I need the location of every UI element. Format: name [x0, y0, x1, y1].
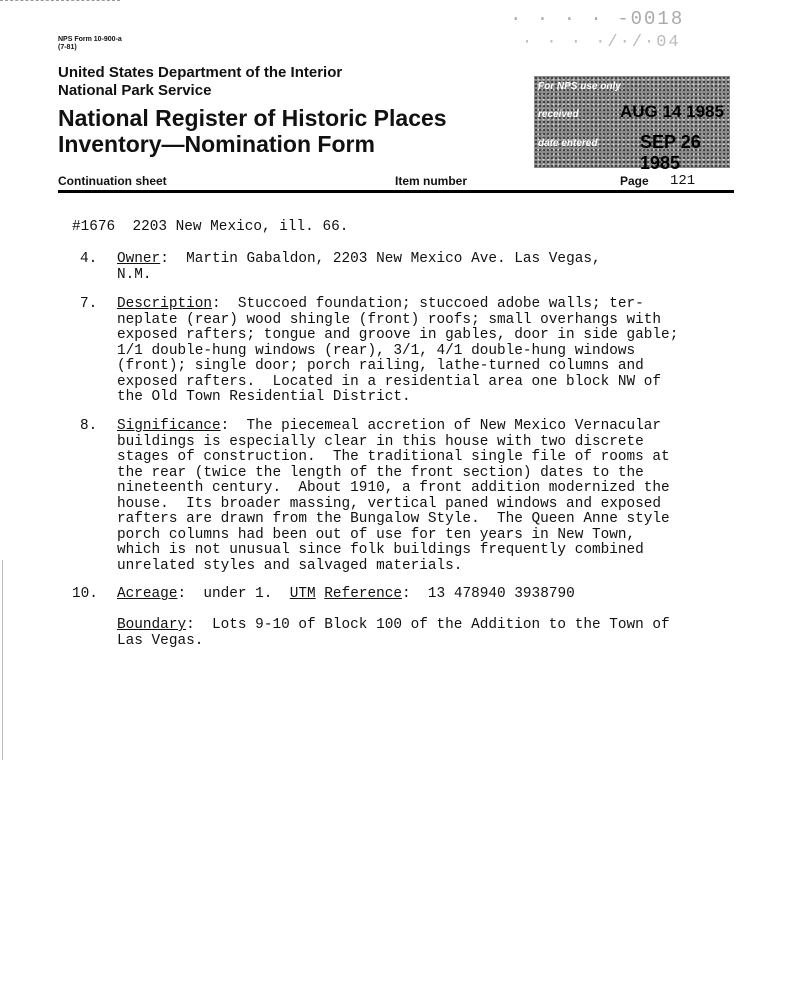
form-number-text: NPS Form 10-900-a	[58, 36, 122, 43]
stamp-received-label: received	[538, 109, 579, 120]
utm-reference-value: : 13 478940 3938790	[402, 586, 575, 602]
significance-line3: stages of construction. The traditional single file of rooms at	[117, 449, 670, 465]
form-number	[58, 36, 122, 52]
significance-label: Significance	[117, 418, 221, 434]
owner-line2: N.M.	[117, 266, 152, 283]
description-line7: the Old Town Residential District.	[117, 389, 411, 405]
description-label: Description	[117, 296, 212, 312]
stamp-received-date: AUG 14 1985	[620, 102, 724, 121]
boundary-line2: Las Vegas.	[117, 632, 204, 649]
acreage-section	[117, 587, 575, 603]
scan-edge-mark	[2, 560, 3, 760]
significance-line5: nineteenth century. About 1910, a front addition modernized the	[117, 480, 670, 496]
continuation-sheet-label: Continuation sheet	[58, 174, 167, 188]
stamp-entered-date: SEP 26 1985	[640, 132, 701, 173]
boundary-label: Boundary	[117, 617, 187, 633]
significance-line6: house. Its broader massing, vertical paned windows and exposed	[117, 495, 662, 512]
significance-section	[117, 419, 670, 574]
service-name: National Park Service	[58, 82, 212, 99]
owner-label: Owner	[117, 251, 161, 267]
item-number-label: Item number	[395, 174, 468, 188]
continuation-row	[58, 174, 734, 190]
significance-line1: : The piecemeal accretion of New Mexico Vernacular	[220, 418, 662, 434]
form-title	[58, 105, 447, 157]
significance-line8: porch columns had been out of use for ten years in New Town,	[117, 526, 636, 543]
significance-line4: the rear (twice the length of the front section) dates to the	[117, 464, 644, 481]
item-number-description: 7.	[80, 296, 98, 312]
department-name: United States Department of the Interior	[58, 64, 343, 81]
boundary-section	[117, 618, 670, 649]
owner-section	[117, 252, 601, 283]
scan-edge-mark	[0, 0, 120, 1]
description-section	[117, 297, 678, 406]
description-line3: exposed rafters; tongue and groove in gables, door in side gable;	[117, 327, 679, 343]
description-line6: exposed rafters. Located in a residential area one block NW of	[117, 373, 662, 390]
acreage-label: Acreage	[117, 586, 178, 602]
item-number-significance: 8.	[80, 418, 98, 434]
description-line5: (front); single door; porch railing, lathe-turned columns and	[117, 358, 644, 374]
page-label: Page	[620, 174, 649, 188]
item-number-acreage: 10.	[72, 586, 98, 602]
boundary-line1: : Lots 9-10 of Block 100 of the Addition to the Town of	[186, 617, 670, 633]
stamp-use-label: For NPS use only	[538, 81, 621, 92]
form-title-line2: Inventory—Nomination Form	[58, 131, 375, 157]
description-line2: neplate (rear) wood shingle (front) roofs; small overhangs with	[117, 311, 662, 328]
entry-heading: #1676 2203 New Mexico, ill. 66.	[72, 219, 349, 235]
page-number: 121	[670, 173, 696, 189]
form-revision-text: (7-81)	[58, 44, 77, 51]
reference-number-bottom: · · · ·/·/·04	[522, 33, 681, 52]
agency-header	[58, 64, 342, 100]
utm-reference-label: Reference	[324, 586, 403, 602]
significance-line9: which is not unusual since folk buildings frequently combined	[117, 542, 644, 558]
utm-label: UTM	[289, 586, 316, 602]
acreage-value: : under 1.	[177, 586, 290, 602]
reference-number-top: · · · · -0018	[510, 8, 685, 30]
significance-line2: buildings is especially clear in this house with two discrete	[117, 433, 644, 450]
form-title-line1: National Register of Historic Places	[58, 105, 447, 131]
description-line1: : Stuccoed foundation; stuccoed adobe walls; ter-	[212, 296, 644, 312]
significance-line7: rafters are drawn from the Bungalow Style. The Queen Anne style	[117, 511, 670, 527]
significance-line10: unrelated styles and salvaged materials.	[117, 557, 463, 574]
header-rule	[58, 190, 734, 193]
stamp-entered-label: date entered	[538, 138, 598, 149]
owner-line1: : Martin Gabaldon, 2203 New Mexico Ave. Las Vegas,	[160, 251, 601, 267]
nps-use-only-stamp	[534, 76, 730, 173]
item-number-owner: 4.	[80, 251, 98, 267]
description-line4: 1/1 double-hung windows (rear), 3/1, 4/1 double-hung windows	[117, 342, 636, 359]
